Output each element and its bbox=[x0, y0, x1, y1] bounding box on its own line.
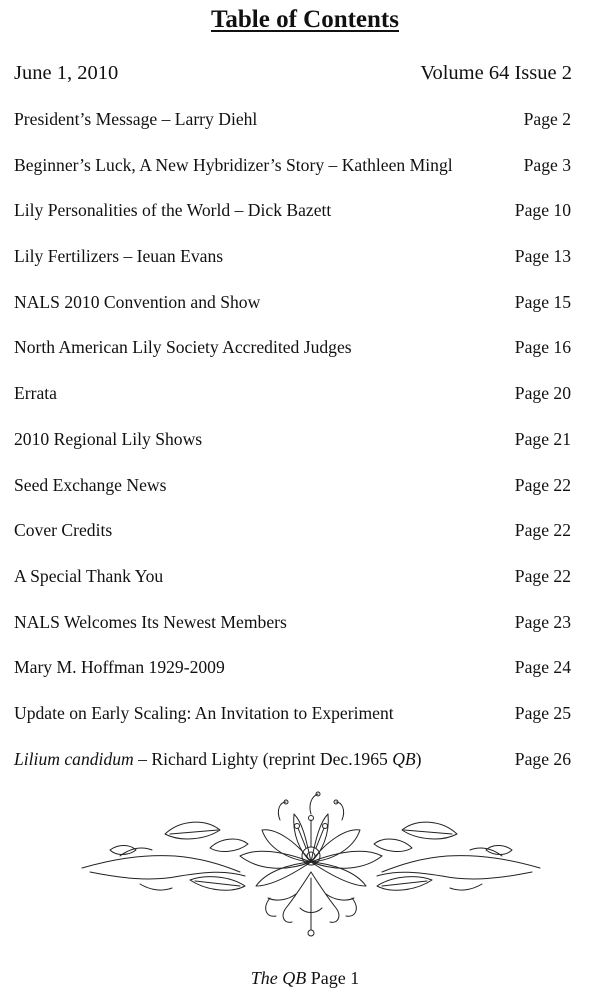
entry-title: Seed Exchange News bbox=[14, 474, 167, 495]
contents-entry[interactable] bbox=[14, 246, 571, 292]
contents-entry[interactable] bbox=[14, 292, 571, 338]
entry-title: Beginner’s Luck, A New Hybridizer’s Story – Kathleen Mingl bbox=[14, 154, 453, 175]
entry-title-close: ) bbox=[415, 748, 422, 769]
entry-page: Page 15 bbox=[514, 291, 571, 312]
entry-page: Page 22 bbox=[514, 474, 571, 495]
entry-title: NALS 2010 Convention and Show bbox=[14, 291, 261, 312]
entry-page: Page 23 bbox=[514, 611, 571, 632]
issue-date: June 1, 2010 bbox=[14, 62, 119, 84]
contents-entry[interactable] bbox=[14, 703, 571, 749]
contents-entry[interactable] bbox=[14, 200, 571, 246]
entry-page: Page 25 bbox=[514, 702, 571, 723]
entry-title-author: – Richard Lighty (reprint Dec.1965 bbox=[133, 748, 393, 769]
entry-title: Lily Fertilizers – Ieuan Evans bbox=[14, 246, 224, 267]
contents-list bbox=[14, 109, 571, 794]
entry-page: Page 22 bbox=[514, 520, 571, 541]
entry-title: A Special Thank You bbox=[14, 565, 164, 586]
contents-entry[interactable] bbox=[14, 612, 571, 658]
entry-title-qb: QB bbox=[392, 748, 416, 769]
entry-title: Cover Credits bbox=[14, 520, 113, 541]
contents-entry[interactable] bbox=[14, 429, 571, 475]
entry-page: Page 13 bbox=[514, 246, 571, 267]
entry-title: 2010 Regional Lily Shows bbox=[14, 428, 203, 449]
entry-page: Page 20 bbox=[514, 383, 571, 404]
contents-entry[interactable] bbox=[14, 520, 571, 566]
publication-name: The QB bbox=[250, 968, 307, 988]
contents-entry[interactable] bbox=[14, 566, 571, 612]
entry-title-species: Lilium candidum bbox=[14, 748, 134, 769]
entry-page: Page 21 bbox=[514, 428, 571, 449]
contents-entry[interactable] bbox=[14, 337, 571, 383]
entry-title: President’s Message – Larry Diehl bbox=[14, 109, 258, 129]
contents-entry[interactable] bbox=[14, 383, 571, 429]
page-title: Table of Contents bbox=[211, 6, 399, 33]
contents-entry[interactable] bbox=[14, 657, 571, 703]
issue-info bbox=[14, 62, 572, 85]
contents-entry[interactable] bbox=[14, 749, 571, 795]
volume-issue: Volume 64 Issue 2 bbox=[420, 62, 572, 84]
page-footer bbox=[0, 968, 610, 989]
entry-title bbox=[14, 749, 422, 770]
entry-title: Lily Personalities of the World – Dick Bazett bbox=[14, 200, 332, 221]
entry-page: Page 10 bbox=[514, 200, 571, 221]
entry-page: Page 26 bbox=[514, 748, 571, 769]
floral-ornament-illustration bbox=[80, 790, 542, 940]
entry-title: North American Lily Society Accredited Judges bbox=[14, 337, 352, 358]
contents-entry[interactable] bbox=[14, 155, 571, 201]
entry-page: Page 24 bbox=[514, 657, 571, 678]
entry-page: Page 3 bbox=[523, 154, 571, 175]
entry-title: Update on Early Scaling: An Invitation to Experiment bbox=[14, 702, 394, 723]
entry-page: Page 16 bbox=[514, 337, 571, 358]
entry-page: Page 2 bbox=[523, 109, 571, 129]
entry-title: NALS Welcomes Its Newest Members bbox=[14, 611, 287, 632]
contents-entry[interactable] bbox=[14, 109, 571, 155]
entry-page: Page 22 bbox=[514, 565, 571, 586]
page-number: Page 1 bbox=[306, 968, 360, 988]
entry-title: Mary M. Hoffman 1929-2009 bbox=[14, 657, 225, 678]
contents-entry[interactable] bbox=[14, 475, 571, 521]
entry-title: Errata bbox=[14, 383, 57, 404]
